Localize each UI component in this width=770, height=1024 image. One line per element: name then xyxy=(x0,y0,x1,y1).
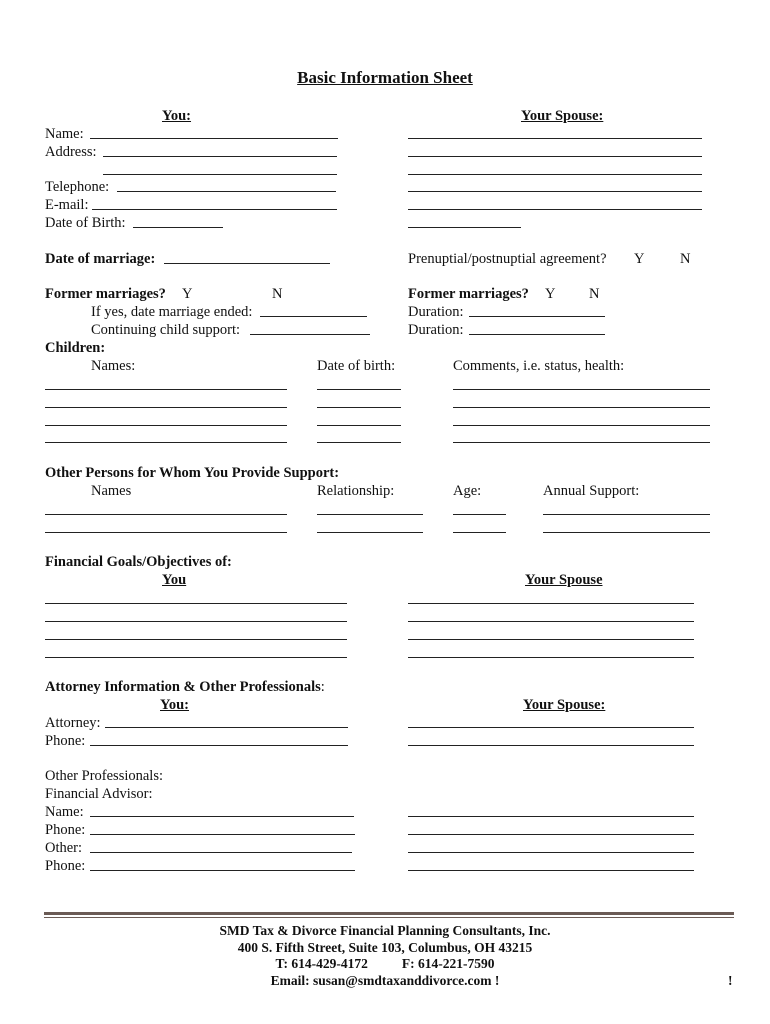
you-email-field[interactable] xyxy=(92,209,337,210)
if-yes-label: If yes, date marriage ended: xyxy=(91,304,253,320)
age-field[interactable] xyxy=(453,514,506,515)
you-goal-field[interactable] xyxy=(45,657,347,658)
spouse-address-field-2[interactable] xyxy=(408,174,702,175)
child-comments-field[interactable] xyxy=(453,389,710,390)
spouse-former-marriages-yes[interactable]: Y xyxy=(545,286,556,302)
you-goal-field[interactable] xyxy=(45,603,347,604)
spouse-other-field[interactable] xyxy=(408,852,694,853)
goals-spouse-header: Your Spouse xyxy=(525,572,603,588)
date-of-marriage-field[interactable] xyxy=(164,263,330,264)
goals-you-header: You xyxy=(162,572,187,588)
financial-goals-heading: Financial Goals/Objectives of: xyxy=(45,554,232,570)
prenup-no[interactable]: N xyxy=(680,251,691,267)
spouse-advisor-phone-field[interactable] xyxy=(408,834,694,835)
other-professionals-label: Other Professionals: xyxy=(45,768,163,784)
spouse-duration-field-2[interactable] xyxy=(469,334,605,335)
footer-telephone: T: 614-429-4172 xyxy=(275,956,368,971)
spouse-former-marriages-label: Former marriages? xyxy=(408,286,529,302)
you-address-field[interactable] xyxy=(103,156,337,157)
spouse-name-field[interactable] xyxy=(408,138,702,139)
you-advisor-name-field[interactable] xyxy=(90,816,354,817)
spouse-email-field[interactable] xyxy=(408,209,702,210)
email-label: E-mail: xyxy=(45,197,89,213)
support-name-field[interactable] xyxy=(45,514,287,515)
spouse-goal-field[interactable] xyxy=(408,621,694,622)
relationship-field[interactable] xyxy=(317,514,423,515)
spouse-goal-field[interactable] xyxy=(408,639,694,640)
you-advisor-phone-field[interactable] xyxy=(90,834,355,835)
spouse-advisor-name-field[interactable] xyxy=(408,816,694,817)
child-support-label: Continuing child support: xyxy=(91,322,241,338)
spouse-duration-label-2: Duration: xyxy=(408,322,464,338)
prenup-yes[interactable]: Y xyxy=(634,251,645,267)
attorney-info-heading-text: Attorney Information & Other Professionals xyxy=(45,679,321,695)
footer-fax: F: 614-221-7590 xyxy=(401,956,495,971)
dob-label: Date of Birth: xyxy=(45,215,126,231)
spouse-address-field[interactable] xyxy=(408,156,702,157)
child-comments-field[interactable] xyxy=(453,425,710,426)
spouse-header: Your Spouse: xyxy=(521,108,604,124)
children-names-label: Names: xyxy=(91,358,136,374)
child-comments-field[interactable] xyxy=(453,407,710,408)
prenup-label: Prenuptial/postnuptial agreement? xyxy=(408,251,607,267)
you-name-field[interactable] xyxy=(90,138,338,139)
you-other-phone-field[interactable] xyxy=(90,870,355,871)
you-goal-field[interactable] xyxy=(45,639,347,640)
support-name-field[interactable] xyxy=(45,532,287,533)
you-attorney-field[interactable] xyxy=(105,727,348,728)
you-dob-field[interactable] xyxy=(133,227,223,228)
attorney-info-colon: : xyxy=(320,679,325,695)
age-label: Age: xyxy=(453,483,482,499)
you-former-marriages-yes[interactable]: Y xyxy=(182,286,193,302)
spouse-attorney-field[interactable] xyxy=(408,727,694,728)
spouse-goal-field[interactable] xyxy=(408,603,694,604)
child-name-field[interactable] xyxy=(45,442,287,443)
child-name-field[interactable] xyxy=(45,389,287,390)
other-persons-heading: Other Persons for Whom You Provide Support: xyxy=(45,465,340,481)
you-other-field[interactable] xyxy=(90,852,352,853)
children-comments-label: Comments, i.e. status, health: xyxy=(453,358,625,374)
footer-email[interactable]: Email: susan@smdtaxanddivorce.com ! xyxy=(270,973,500,988)
advisor-phone-label: Phone: xyxy=(45,822,86,838)
advisor-name-label: Name: xyxy=(45,804,84,820)
spouse-telephone-field[interactable] xyxy=(408,191,702,192)
attorney-phone-label: Phone: xyxy=(45,733,86,749)
name-label: Name: xyxy=(45,126,84,142)
financial-advisor-label: Financial Advisor: xyxy=(45,786,153,802)
page-title: Basic Information Sheet xyxy=(297,68,473,87)
footer-rule-thin xyxy=(44,917,734,918)
you-attorney-phone-field[interactable] xyxy=(90,745,348,746)
spouse-duration-label: Duration: xyxy=(408,304,464,320)
you-former-marriages-no[interactable]: N xyxy=(272,286,283,302)
spouse-former-marriages-no[interactable]: N xyxy=(589,286,600,302)
attorney-label: Attorney: xyxy=(45,715,101,731)
footer-phone-fax xyxy=(0,955,770,973)
attorney-spouse-header: Your Spouse: xyxy=(523,697,606,713)
date-of-marriage-label: Date of marriage: xyxy=(45,251,156,267)
spouse-attorney-phone-field[interactable] xyxy=(408,745,694,746)
children-label: Children: xyxy=(45,340,106,356)
address-label: Address: xyxy=(45,144,97,160)
telephone-label: Telephone: xyxy=(45,179,110,195)
spouse-goal-field[interactable] xyxy=(408,657,694,658)
footer-mark: ! xyxy=(728,973,733,988)
attorney-you-header: You: xyxy=(160,697,190,713)
annual-support-label: Annual Support: xyxy=(543,483,640,499)
other-phone-label: Phone: xyxy=(45,858,86,874)
relationship-label: Relationship: xyxy=(317,483,395,499)
attorney-info-heading xyxy=(45,678,325,696)
child-dob-field[interactable] xyxy=(317,425,401,426)
you-former-marriages-label: Former marriages? xyxy=(45,286,166,302)
footer-company: SMD Tax & Divorce Financial Planning Consultants, Inc. xyxy=(219,923,551,938)
relationship-field[interactable] xyxy=(317,532,423,533)
support-names-label: Names xyxy=(91,483,132,499)
age-field[interactable] xyxy=(453,532,506,533)
you-telephone-field[interactable] xyxy=(117,191,336,192)
date-marriage-ended-field[interactable] xyxy=(260,316,367,317)
children-dob-label: Date of birth: xyxy=(317,358,396,374)
spouse-duration-field[interactable] xyxy=(469,316,605,317)
footer-address: 400 S. Fifth Street, Suite 103, Columbus, OH 43215 xyxy=(237,940,533,955)
child-name-field[interactable] xyxy=(45,407,287,408)
child-name-field[interactable] xyxy=(45,425,287,426)
other-label: Other: xyxy=(45,840,83,856)
child-dob-field[interactable] xyxy=(317,407,401,408)
child-comments-field[interactable] xyxy=(453,442,710,443)
annual-support-field[interactable] xyxy=(543,532,710,533)
spouse-other-phone-field[interactable] xyxy=(408,870,694,871)
annual-support-field[interactable] xyxy=(543,514,710,515)
spouse-dob-field[interactable] xyxy=(408,227,521,228)
child-support-field[interactable] xyxy=(250,334,370,335)
you-goal-field[interactable] xyxy=(45,621,347,622)
child-dob-field[interactable] xyxy=(317,442,401,443)
child-dob-field[interactable] xyxy=(317,389,401,390)
you-header: You: xyxy=(162,108,192,124)
footer-rule-thick xyxy=(44,912,734,915)
you-address-field-2[interactable] xyxy=(103,174,337,175)
